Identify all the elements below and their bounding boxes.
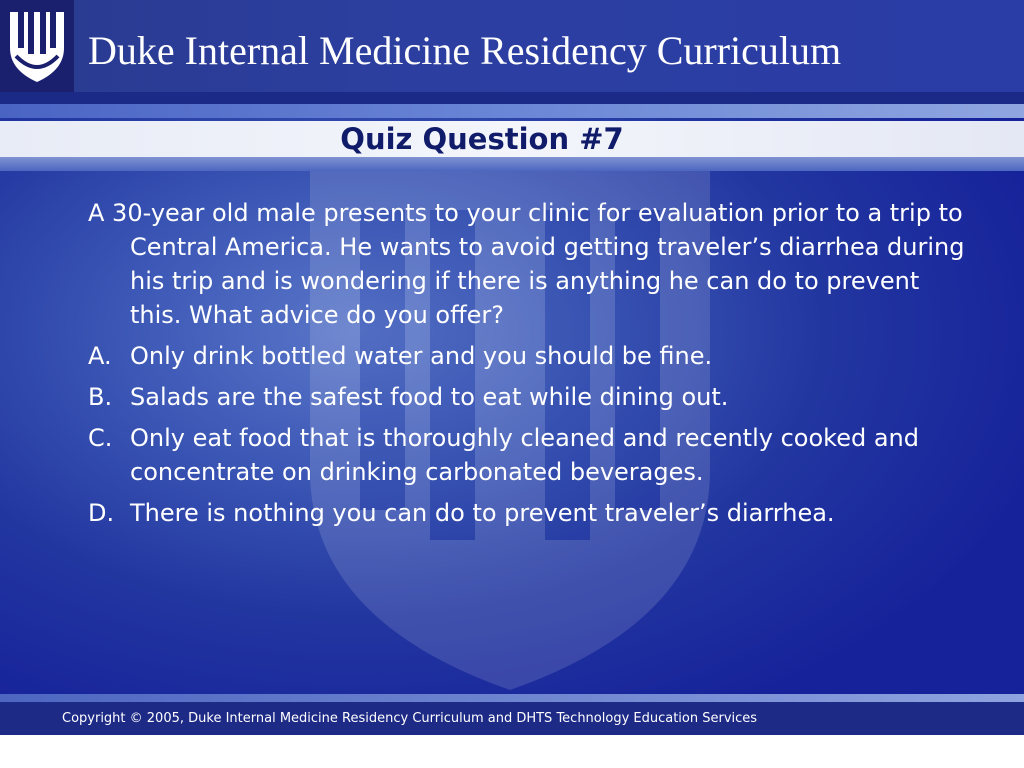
header-divider	[0, 92, 1024, 104]
answer-option-c	[88, 421, 968, 489]
answer-option-d	[88, 496, 968, 530]
answer-option-a	[88, 339, 968, 373]
option-marker: B.	[88, 383, 113, 411]
question-bar-shadow	[0, 157, 1024, 171]
option-marker: A.	[88, 342, 112, 370]
option-text: Salads are the safest food to eat while dining out.	[130, 383, 729, 411]
option-marker: C.	[88, 424, 113, 452]
copyright-text: Copyright © 2005, Duke Internal Medicine Residency Curriculum and DHTS Technology Education Services	[62, 711, 758, 726]
option-text: There is nothing you can do to prevent traveler’s diarrhea.	[130, 499, 835, 527]
option-text: Only drink bottled water and you should be fine.	[130, 342, 713, 370]
header-accent-stripe	[0, 104, 1024, 118]
footer-accent-stripe	[0, 694, 1024, 702]
question-title: Quiz Question #7	[340, 122, 624, 156]
question-stem: A 30-year old male presents to your clinic for evaluation prior to a trip to Central America. He wants to avoid getting traveler’s diarrhea during his trip and is wondering if there is anything he can do to prevent this. What advice do you offer?	[88, 199, 965, 329]
question-content	[88, 196, 968, 537]
option-text: Only eat food that is thoroughly cleaned and recently cooked and concentrate on drinking carbonated beverages.	[130, 424, 919, 486]
option-marker: D.	[88, 499, 115, 527]
duke-shield-logo-icon	[8, 8, 66, 84]
logo-container	[0, 0, 74, 92]
app-title: Duke Internal Medicine Residency Curriculum	[88, 28, 842, 73]
answer-option-b	[88, 380, 968, 414]
header	[0, 0, 1024, 92]
footer	[0, 702, 1024, 735]
